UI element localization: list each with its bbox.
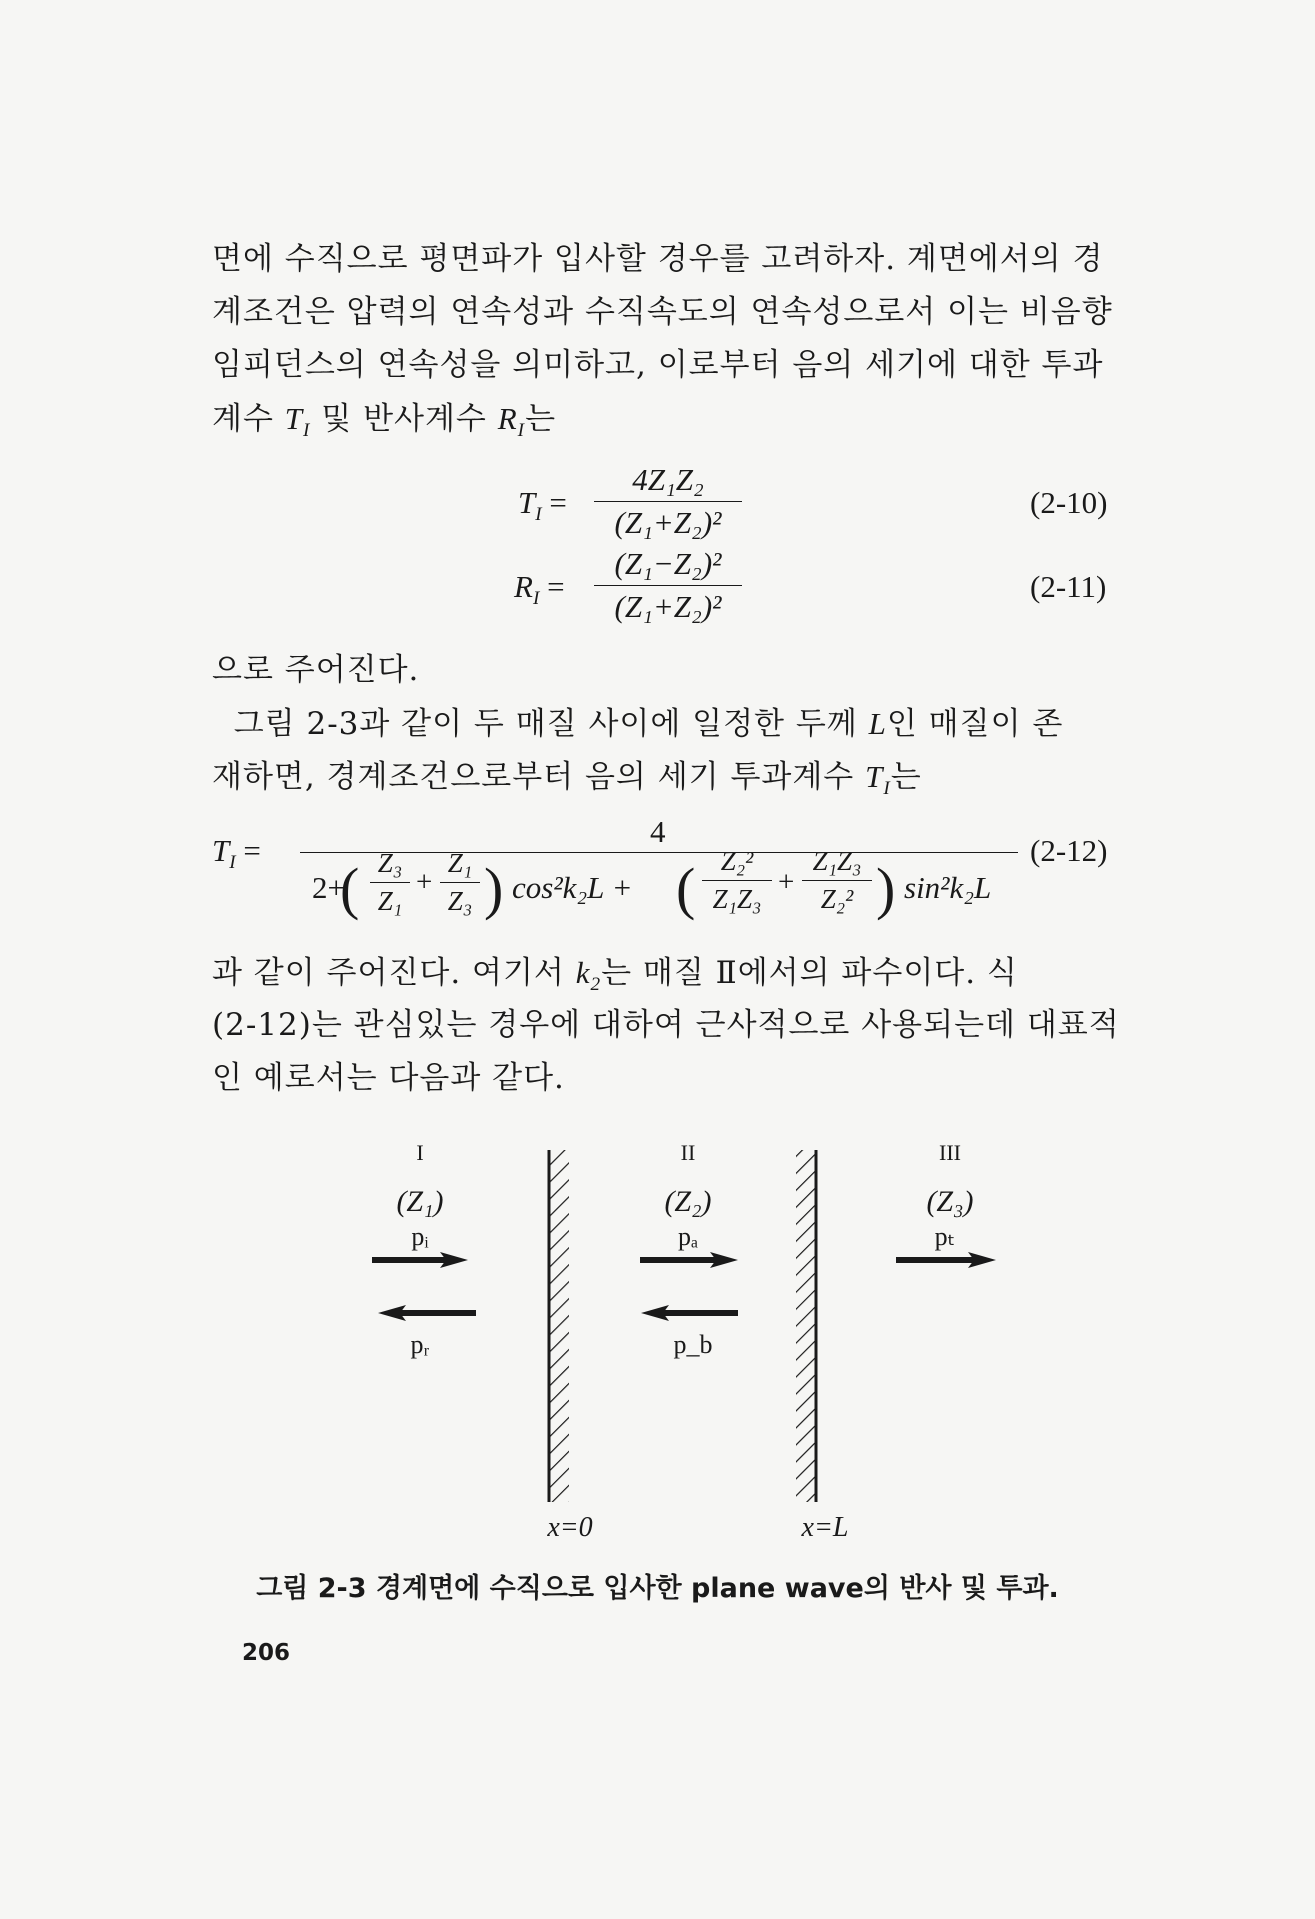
cos-term: cos²k₂L + xyxy=(512,870,633,905)
symbol-R: $R_I$ xyxy=(497,401,526,442)
equation-2-12-lhs: $T_I$ = xyxy=(212,833,261,874)
boundary-wall-xL xyxy=(796,1150,816,1502)
boundary-wall-x0 xyxy=(549,1150,569,1502)
text-line: 재하면, 경계조건으로부터 음의 세기 투과계수 $T_I$는 xyxy=(212,759,922,800)
fraction-z2sq-z1z3: Z₂² Z₁Z₃ xyxy=(702,846,772,915)
plus-sign: + xyxy=(416,866,433,898)
region3-label: III xyxy=(939,1140,961,1165)
region3-impedance: (Z₃) xyxy=(926,1185,974,1218)
text-line: 면에 수직으로 평면파가 입사할 경우를 고려하자. 계면에서의 경 xyxy=(212,241,1104,277)
paren-left: ( xyxy=(340,856,360,921)
symbol-T: $T_I$ xyxy=(865,759,891,800)
region2-impedance: (Z₂) xyxy=(664,1185,712,1218)
symbol-T: $T_I$ xyxy=(284,401,311,442)
incident-wave-label: pᵢ xyxy=(411,1222,429,1251)
text-fragment: 계수 xyxy=(212,401,274,437)
transmitted-wave-label: pₜ xyxy=(934,1222,956,1251)
backward-arrow-region2 xyxy=(641,1305,738,1321)
text-line: (2-12)는 관심있는 경우에 대하여 근사적으로 사용되는데 대표적 xyxy=(212,1007,1120,1043)
incident-arrow-region1 xyxy=(372,1252,468,1268)
numerator: 4Z₁Z₂ xyxy=(632,462,704,497)
page-number: 206 xyxy=(242,1640,291,1666)
text-line: 인 예로서는 다음과 같다. xyxy=(212,1060,565,1096)
transmitted-arrow-region3 xyxy=(896,1252,996,1268)
equation-number: (2-11) xyxy=(1030,569,1107,604)
fraction-z1z3-z2sq: Z₁Z₃ Z₂² xyxy=(802,846,872,915)
equation-2-10-lhs: $T_I$ = xyxy=(518,485,567,526)
symbol-L: L xyxy=(868,706,887,741)
reflected-arrow-region1 xyxy=(378,1305,476,1321)
symbol-k2: $k_2$ xyxy=(575,955,602,996)
equation-2-12-numerator: 4 xyxy=(650,814,666,849)
equation-number: (2-12) xyxy=(1030,833,1108,868)
sin-term: sin²k₂L xyxy=(904,870,992,905)
wall1-position: x=0 xyxy=(547,1512,593,1543)
numerator: (Z₁−Z₂)² xyxy=(614,546,722,581)
fraction-z1-z3: Z₁ Z₃ xyxy=(440,848,480,917)
wall2-position: x=L xyxy=(801,1512,849,1543)
paren-right: ) xyxy=(876,856,896,921)
paren-right: ) xyxy=(484,856,504,921)
backward-wave-label: p_b xyxy=(673,1330,713,1359)
equation-number: (2-10) xyxy=(1030,485,1108,520)
region2-label: II xyxy=(680,1140,696,1165)
denominator: (Z₁+Z₂)² xyxy=(614,505,722,540)
text-line: 계조건은 압력의 연속성과 수직속도의 연속성으로서 이는 비음향 xyxy=(212,294,1113,330)
forward-wave-label: pₐ xyxy=(677,1222,699,1251)
text-fragment: 는 xyxy=(525,401,557,437)
equation-2-11-lhs: $R_I$ = xyxy=(514,569,565,610)
denominator: (Z₁+Z₂)² xyxy=(614,589,722,624)
text-fragment: 및 반사계수 xyxy=(321,401,487,437)
denominator-start: 2+ xyxy=(312,870,345,905)
fraction-z3-z1: Z₃ Z₁ xyxy=(370,848,410,917)
text-line: 임피던스의 연속성을 의미하고, 이로부터 음의 세기에 대한 투과 xyxy=(212,347,1104,383)
region1-impedance: (Z₁) xyxy=(396,1185,444,1218)
text-line: 으로 주어진다. xyxy=(212,652,420,688)
reflected-wave-label: pᵣ xyxy=(410,1330,430,1359)
forward-arrow-region2 xyxy=(640,1252,738,1268)
paren-left: ( xyxy=(676,856,696,921)
plus-sign: + xyxy=(778,866,795,898)
region1-label: I xyxy=(416,1140,424,1165)
figure-caption: 그림 2-3 경계면에 수직으로 입사한 plane wave의 반사 및 투과. xyxy=(256,1573,1059,1604)
text-line: 과 같이 주어진다. 여기서 $k_2$는 매질 Ⅱ에서의 파수이다. 식 xyxy=(212,955,1018,996)
text-line: 그림 2-3과 같이 두 매질 사이에 일정한 두께 L인 매질이 존 xyxy=(233,706,1064,742)
